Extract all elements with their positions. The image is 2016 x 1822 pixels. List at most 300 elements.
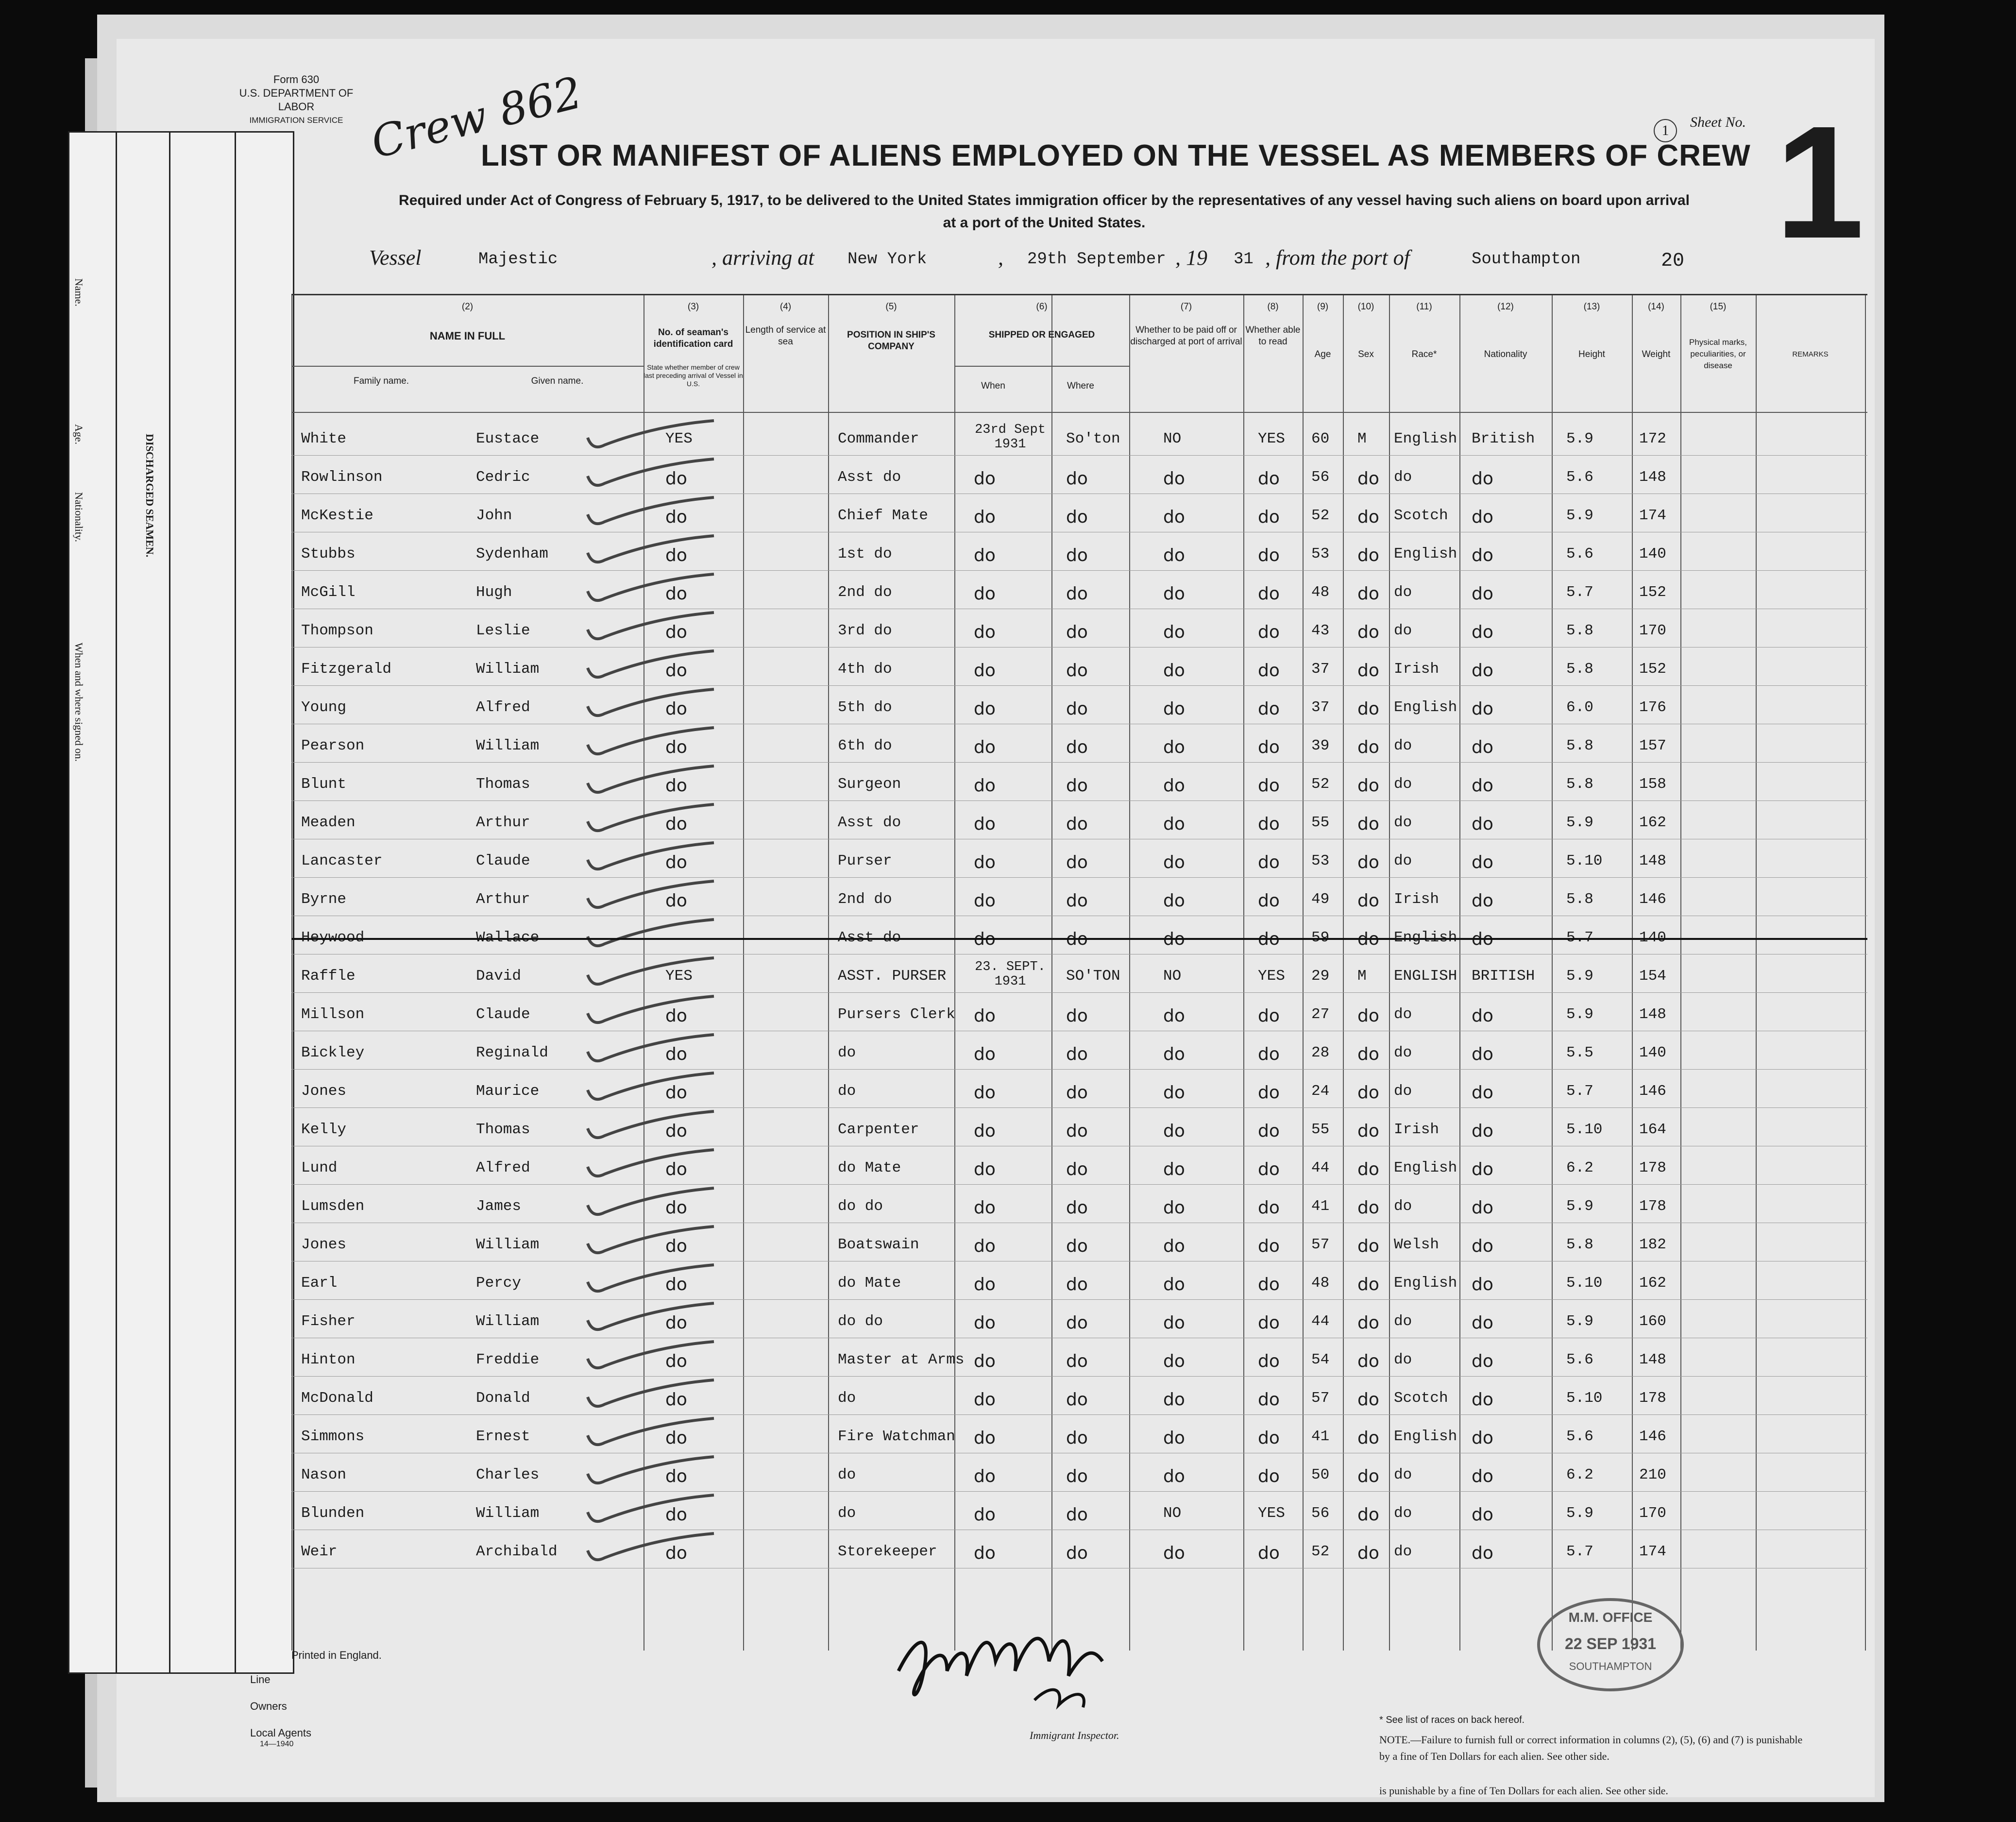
cell-nat: BRITISH <box>1472 968 1535 985</box>
office-stamp <box>1537 1598 1684 1691</box>
cell-read: YES <box>1258 968 1285 985</box>
cell-read: do <box>1258 584 1280 604</box>
row-rule <box>291 1414 1867 1415</box>
column-rule <box>291 295 292 1651</box>
sheet-number: 1 <box>1775 92 1864 272</box>
cell-card: do <box>665 1390 687 1410</box>
row-rule <box>291 1299 1867 1300</box>
cell-card: do <box>665 1466 687 1486</box>
cell-family: Jones <box>301 1083 347 1100</box>
cell-age: 48 <box>1311 584 1330 601</box>
cell-given: Freddie <box>476 1351 540 1368</box>
cell-read: do <box>1258 776 1280 796</box>
cell-weight: 178 <box>1639 1198 1666 1215</box>
cell-when: do <box>974 1428 996 1448</box>
cell-race: do <box>1394 776 1412 793</box>
cell-card: do <box>665 507 687 527</box>
cell-given: Alfred <box>476 1159 530 1176</box>
cell-height: 5.6 <box>1566 1428 1593 1445</box>
cell-card: do <box>665 1428 687 1448</box>
cell-nat: do <box>1472 1313 1493 1333</box>
cell-nat: do <box>1472 1121 1493 1141</box>
cell-race: English <box>1394 545 1457 562</box>
cell-race: do <box>1394 1044 1412 1061</box>
cell-race: English <box>1394 1159 1457 1176</box>
cell-position: 1st do <box>838 545 892 562</box>
cell-height: 5.10 <box>1566 1121 1603 1138</box>
row-rule <box>291 455 1867 456</box>
cell-read: do <box>1258 891 1280 911</box>
column-header-c2: (2) <box>461 302 474 312</box>
cell-when: do <box>974 1198 996 1218</box>
cell-paid: do <box>1163 1313 1185 1333</box>
cell-when: 23. SEPT. 1931 <box>975 960 1046 989</box>
cell-height: 5.8 <box>1566 891 1593 908</box>
cell-family: Millson <box>301 1006 365 1023</box>
check-mark <box>583 1339 719 1373</box>
cell-sex: do <box>1357 891 1379 911</box>
cell-nat: do <box>1472 1159 1493 1179</box>
check-mark <box>583 1454 719 1488</box>
cell-weight: 172 <box>1639 430 1666 447</box>
arrival-port: New York <box>847 250 927 269</box>
cell-paid: do <box>1163 1351 1185 1371</box>
cell-read: YES <box>1258 1505 1285 1522</box>
cell-sex: do <box>1357 1466 1379 1486</box>
cell-weight: 148 <box>1639 1351 1666 1368</box>
cell-race: Scotch <box>1394 1390 1448 1407</box>
cell-nat: do <box>1472 929 1493 949</box>
cell-card: do <box>665 699 687 719</box>
column-rule <box>1389 295 1390 1651</box>
cell-when: do <box>974 584 996 604</box>
cell-family: Thompson <box>301 622 373 639</box>
stamp-bottom: SOUTHAMPTON <box>1569 1660 1652 1672</box>
cell-weight: 182 <box>1639 1236 1666 1253</box>
cell-when: do <box>974 1159 996 1179</box>
cell-paid: NO <box>1163 430 1182 447</box>
check-mark <box>583 917 719 951</box>
cell-height: 5.7 <box>1566 584 1593 601</box>
cell-family: Bickley <box>301 1044 365 1061</box>
cell-where: do <box>1066 1351 1088 1371</box>
vessel-number: 20 <box>1661 250 1685 272</box>
column-header-c14: (14) <box>1648 302 1664 312</box>
stamp-top: M.M. OFFICE <box>1568 1610 1653 1625</box>
cell-weight: 210 <box>1639 1466 1666 1483</box>
check-mark <box>583 1493 719 1527</box>
cell-given: Reginald <box>476 1044 548 1061</box>
cell-race: do <box>1394 622 1412 639</box>
cell-sex: do <box>1357 776 1379 796</box>
cell-given: Ernest <box>476 1428 530 1445</box>
cell-card: YES <box>665 968 693 985</box>
cell-nat: do <box>1472 507 1493 527</box>
cell-nat: British <box>1472 430 1535 447</box>
check-mark <box>583 1224 719 1258</box>
cell-family: McGill <box>301 584 356 601</box>
cell-given: William <box>476 1313 540 1330</box>
cell-height: 6.0 <box>1566 699 1593 716</box>
cell-paid: do <box>1163 1121 1185 1141</box>
cell-family: Meaden <box>301 814 356 831</box>
cell-nat: do <box>1472 545 1493 565</box>
cell-family: Earl <box>301 1275 338 1292</box>
cell-where: do <box>1066 622 1088 642</box>
cell-weight: 170 <box>1639 622 1666 639</box>
column-rule <box>1459 295 1460 1651</box>
cell-when: do <box>974 929 996 949</box>
cell-position: Asst do <box>838 469 901 486</box>
check-mark <box>583 725 719 759</box>
crew-table <box>291 294 1867 1651</box>
cell-nat: do <box>1472 469 1493 489</box>
cell-race: ENGLISH <box>1394 968 1457 985</box>
column-header-c6: (6) <box>1036 302 1048 312</box>
column-header-c11: (11) <box>1416 302 1432 312</box>
check-mark <box>583 1531 719 1565</box>
cell-weight: 157 <box>1639 737 1666 754</box>
cell-weight: 154 <box>1639 968 1666 985</box>
cell-where: do <box>1066 929 1088 949</box>
cell-when: do <box>974 622 996 642</box>
cell-family: Jones <box>301 1236 347 1253</box>
cell-paid: NO <box>1163 1505 1182 1522</box>
cell-family: Rowlinson <box>301 469 383 486</box>
cell-where: do <box>1066 1121 1088 1141</box>
cell-position: do do <box>838 1198 883 1215</box>
cell-age: 41 <box>1311 1198 1330 1215</box>
stamp-date: 22 SEP 1931 <box>1564 1635 1656 1652</box>
cell-sex: do <box>1357 1083 1379 1103</box>
cell-nat: do <box>1472 1236 1493 1256</box>
departure-port: Southampton <box>1472 250 1581 269</box>
cell-where: SO'TON <box>1066 968 1120 985</box>
cell-position: Fire Watchman <box>838 1428 955 1445</box>
check-mark <box>583 802 719 836</box>
cell-given: Thomas <box>476 1121 530 1138</box>
cell-sex: do <box>1357 1275 1379 1294</box>
cell-sex: do <box>1357 699 1379 719</box>
cell-height: 5.10 <box>1566 852 1603 869</box>
cell-where: do <box>1066 852 1088 872</box>
row-rule <box>291 800 1867 801</box>
column-header-when: When <box>981 381 1005 391</box>
cell-height: 5.8 <box>1566 776 1593 793</box>
cell-where: do <box>1066 1390 1088 1410</box>
cell-given: John <box>476 507 512 524</box>
cell-position: Carpenter <box>838 1121 919 1138</box>
cell-race: do <box>1394 852 1412 869</box>
column-header-family: Family name. <box>353 376 409 386</box>
header-rule <box>291 366 644 367</box>
cell-weight: 148 <box>1639 469 1666 486</box>
cell-paid: do <box>1163 1083 1185 1103</box>
column-header-name_in_full: NAME IN FULL <box>429 330 506 342</box>
cell-age: 24 <box>1311 1083 1330 1100</box>
row-rule <box>291 877 1867 878</box>
cell-read: do <box>1258 1121 1280 1141</box>
cell-position: Purser <box>838 852 892 869</box>
cell-sex: do <box>1357 1121 1379 1141</box>
cell-card: do <box>665 891 687 911</box>
cell-when: 23rd Sept 1931 <box>975 423 1046 452</box>
cell-weight: 178 <box>1639 1159 1666 1176</box>
sheet-label: Sheet No. <box>1690 114 1746 130</box>
cell-position: Storekeeper <box>838 1543 937 1560</box>
check-mark <box>583 457 719 491</box>
cell-when: do <box>974 1044 996 1064</box>
cell-paid: do <box>1163 661 1185 681</box>
cell-age: 59 <box>1311 929 1330 946</box>
check-mark <box>583 1301 719 1335</box>
cell-card: do <box>665 1006 687 1026</box>
cell-nat: do <box>1472 1275 1493 1294</box>
cell-sex: M <box>1357 430 1367 447</box>
cell-height: 5.10 <box>1566 1275 1603 1292</box>
cell-read: do <box>1258 469 1280 489</box>
column-rule <box>1552 295 1553 1651</box>
cell-paid: do <box>1163 1428 1185 1448</box>
cell-family: Weir <box>301 1543 338 1560</box>
column-header-height: Height <box>1578 349 1605 359</box>
cell-when: do <box>974 1390 996 1410</box>
cell-position: Boatswain <box>838 1236 919 1253</box>
cell-height: 5.9 <box>1566 430 1593 447</box>
cell-card: do <box>665 1083 687 1103</box>
cell-position: 3rd do <box>838 622 892 639</box>
column-header-c15: (15) <box>1710 302 1727 312</box>
column-header-remarks: REMARKS <box>1792 350 1829 358</box>
cell-sex: do <box>1357 545 1379 565</box>
strip-nationality: Nationality. <box>73 492 85 543</box>
cell-sex: do <box>1357 1006 1379 1026</box>
strip-when-where: When and where signed on. <box>73 643 85 762</box>
cell-family: Raffle <box>301 968 356 985</box>
cell-position: 4th do <box>838 661 892 678</box>
cell-family: Byrne <box>301 891 347 908</box>
column-rule <box>1632 295 1633 1651</box>
cell-when: do <box>974 545 996 565</box>
cell-when: do <box>974 1505 996 1525</box>
cell-sex: M <box>1357 968 1367 985</box>
cell-nat: do <box>1472 814 1493 834</box>
cell-weight: 146 <box>1639 1428 1666 1445</box>
cell-family: Lumsden <box>301 1198 365 1215</box>
cell-family: Hinton <box>301 1351 356 1368</box>
cell-sex: do <box>1357 469 1379 489</box>
races-note: * See list of races on back hereof. <box>1379 1715 1525 1725</box>
cell-sex: do <box>1357 1543 1379 1563</box>
cell-age: 52 <box>1311 1543 1330 1560</box>
cell-age: 54 <box>1311 1351 1330 1368</box>
cell-position: Surgeon <box>838 776 901 793</box>
column-header-shipped: SHIPPED OR ENGAGED <box>988 330 1095 340</box>
cell-read: do <box>1258 545 1280 565</box>
cell-family: Blunden <box>301 1505 365 1522</box>
row-rule <box>291 1491 1867 1492</box>
cell-weight: 152 <box>1639 584 1666 601</box>
cell-height: 5.9 <box>1566 1006 1593 1023</box>
cell-nat: do <box>1472 1351 1493 1371</box>
cell-nat: do <box>1472 1198 1493 1218</box>
page-subtitle: Required under Act of Congress of February 5, 1917, to be delivered to the United States immigration officer by the representatives of any vessel having such aliens on board upon arrival at a port of the United States. <box>399 192 1690 231</box>
cell-read: do <box>1258 1275 1280 1294</box>
form-number: Form 630 <box>273 73 320 85</box>
cell-paid: do <box>1163 469 1185 489</box>
column-header-c12: (12) <box>1497 302 1514 312</box>
cell-card: do <box>665 1159 687 1179</box>
year-label: , 19 <box>1175 246 1207 270</box>
cell-given: Percy <box>476 1275 522 1292</box>
cell-sex: do <box>1357 1428 1379 1448</box>
cell-weight: 148 <box>1639 852 1666 869</box>
cell-family: McKestie <box>301 507 373 524</box>
cell-when: do <box>974 1236 996 1256</box>
cell-height: 5.8 <box>1566 661 1593 678</box>
cell-card: do <box>665 852 687 872</box>
cell-height: 5.6 <box>1566 1351 1593 1368</box>
cell-weight: 174 <box>1639 507 1666 524</box>
check-mark <box>583 1147 719 1181</box>
cell-when: do <box>974 1543 996 1563</box>
cell-read: do <box>1258 1390 1280 1410</box>
cell-when: do <box>974 1121 996 1141</box>
cell-position: do <box>838 1505 856 1522</box>
cell-sex: do <box>1357 1351 1379 1371</box>
cell-sex: do <box>1357 1505 1379 1525</box>
cell-where: do <box>1066 1198 1088 1218</box>
cell-nat: do <box>1472 1505 1493 1525</box>
cell-when: do <box>974 1006 996 1026</box>
cell-paid: do <box>1163 1390 1185 1410</box>
cell-read: do <box>1258 1159 1280 1179</box>
column-header-paid: Whether to be paid off or discharged at port of arrival <box>1130 325 1242 347</box>
cell-height: 5.8 <box>1566 737 1593 754</box>
check-mark <box>583 1262 719 1296</box>
cell-nat: do <box>1472 1006 1493 1026</box>
check-mark <box>583 1032 719 1066</box>
cell-where: do <box>1066 1275 1088 1294</box>
cell-height: 5.9 <box>1566 968 1593 985</box>
cell-given: Eustace <box>476 430 540 447</box>
cell-paid: do <box>1163 1236 1185 1256</box>
cell-position: Asst do <box>838 929 901 946</box>
strikethrough-line <box>291 938 1867 940</box>
cell-position: do <box>838 1390 856 1407</box>
cell-given: David <box>476 968 522 985</box>
check-mark <box>583 955 719 989</box>
column-header-c7: (7) <box>1180 302 1192 312</box>
cell-position: Asst do <box>838 814 901 831</box>
cell-height: 5.7 <box>1566 1083 1593 1100</box>
cell-family: Nason <box>301 1466 347 1483</box>
cell-age: 49 <box>1311 891 1330 908</box>
cell-card: do <box>665 1198 687 1218</box>
cell-family: Stubbs <box>301 545 356 562</box>
cell-card: do <box>665 1505 687 1525</box>
cell-family: Pearson <box>301 737 365 754</box>
cell-paid: do <box>1163 699 1185 719</box>
cell-race: do <box>1394 1543 1412 1560</box>
cell-card: do <box>665 1236 687 1256</box>
cell-read: do <box>1258 661 1280 681</box>
cell-age: 44 <box>1311 1159 1330 1176</box>
cell-when: do <box>974 814 996 834</box>
cell-nat: do <box>1472 622 1493 642</box>
cell-when: do <box>974 1313 996 1333</box>
row-rule <box>291 570 1867 571</box>
line-label: Line <box>250 1673 271 1686</box>
cell-where: do <box>1066 891 1088 911</box>
cell-family: Lund <box>301 1159 338 1176</box>
cell-given: Hugh <box>476 584 512 601</box>
cell-sex: do <box>1357 1390 1379 1410</box>
cell-paid: do <box>1163 1159 1185 1179</box>
cell-family: White <box>301 430 347 447</box>
check-mark <box>583 572 719 606</box>
cell-where: do <box>1066 776 1088 796</box>
cell-height: 5.9 <box>1566 1505 1593 1522</box>
column-rule <box>1865 295 1866 1651</box>
cell-race: English <box>1394 1428 1457 1445</box>
penalty-note: NOTE.—Failure to furnish full or correct information in columns (2), (5), (6) and (7) is punishable by a fine of Ten Dollars for each alien. See other side. <box>1379 1734 1803 1762</box>
cell-age: 43 <box>1311 622 1330 639</box>
cell-age: 53 <box>1311 852 1330 869</box>
cell-where: do <box>1066 469 1088 489</box>
cell-weight: 148 <box>1639 1006 1666 1023</box>
cell-race: Irish <box>1394 891 1440 908</box>
cell-sex: do <box>1357 737 1379 757</box>
cell-nat: do <box>1472 584 1493 604</box>
column-header-card: No. of seaman's identification card <box>653 327 733 349</box>
cell-where: do <box>1066 699 1088 719</box>
cell-when: do <box>974 661 996 681</box>
cell-given: Leslie <box>476 622 530 639</box>
cell-family: McDonald <box>301 1390 373 1407</box>
column-header-marks: Physical marks, peculiarities, or disease <box>1689 338 1747 370</box>
agents-label: Local Agents <box>250 1727 311 1739</box>
check-mark <box>583 495 719 529</box>
cell-age: 39 <box>1311 737 1330 754</box>
inspector-label: Immigrant Inspector. <box>1030 1729 1119 1741</box>
check-mark <box>583 1378 719 1412</box>
cell-sex: do <box>1357 1313 1379 1333</box>
cell-weight: 162 <box>1639 1275 1666 1292</box>
column-header-where: Where <box>1067 381 1094 391</box>
arrival-date: 29th September <box>1027 250 1166 269</box>
cell-race: English <box>1394 699 1457 716</box>
cell-race: do <box>1394 1313 1412 1330</box>
cell-family: Kelly <box>301 1121 347 1138</box>
cell-age: 41 <box>1311 1428 1330 1445</box>
cell-where: do <box>1066 1044 1088 1064</box>
cell-read: do <box>1258 1543 1280 1563</box>
cell-sex: do <box>1357 1044 1379 1064</box>
cell-when: do <box>974 776 996 796</box>
cell-card: do <box>665 622 687 642</box>
column-header-length: Length of service at sea <box>745 325 826 347</box>
row-rule <box>291 992 1867 993</box>
cell-when: do <box>974 507 996 527</box>
cell-sex: do <box>1357 622 1379 642</box>
cell-given: Maurice <box>476 1083 540 1100</box>
cell-where: do <box>1066 507 1088 527</box>
cell-when: do <box>974 1275 996 1294</box>
cell-family: Fitzgerald <box>301 661 392 678</box>
service: IMMIGRATION SERVICE <box>249 116 343 125</box>
cell-age: 57 <box>1311 1390 1330 1407</box>
